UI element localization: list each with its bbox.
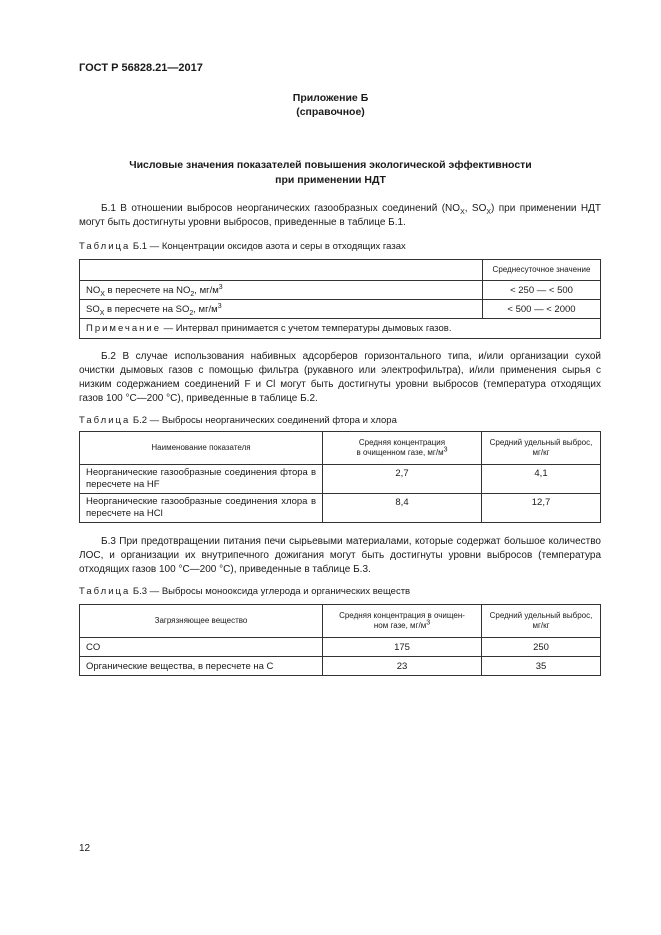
table-note-row bbox=[80, 319, 601, 339]
table-row bbox=[80, 465, 601, 494]
table-b1-note: Примечание — Интервал принимается с учетом температуры дымовых газов. bbox=[80, 319, 601, 339]
hf-specific: 4,1 bbox=[482, 465, 601, 494]
table-b2-header-concentration: Средняя концентрация в очищенном газе, $мг/м^3$ bbox=[323, 432, 482, 465]
table-row bbox=[80, 494, 601, 523]
table-b2-header-specific: Средний удельный выброс, мг/кг bbox=[482, 432, 601, 465]
hcl-specific: 12,7 bbox=[482, 494, 601, 523]
table-row bbox=[80, 638, 601, 657]
table-b3-caption: Таблица Б.3 — Выбросы монооксида углерода и органических веществ bbox=[79, 586, 411, 597]
table-b1-header-daily: Среднесуточное значение bbox=[483, 260, 601, 281]
appendix-subtitle: (справочное) bbox=[296, 106, 365, 118]
page-number: 12 bbox=[79, 843, 91, 854]
table-row bbox=[80, 657, 601, 676]
section-title: Числовые значения показателей повышения экологической эффективности bbox=[129, 159, 532, 171]
table-b3-header-pollutant: Загрязняющее вещество bbox=[80, 605, 323, 638]
table-b2-caption: Таблица Б.2 — Выбросы неорганических соединений фтора и хлора bbox=[79, 415, 397, 426]
table-row bbox=[80, 300, 601, 319]
organics-label: Органические вещества, в пересчете на С bbox=[80, 657, 323, 676]
hf-label: Неорганические газообразные соединения фтора в пересчете на HF bbox=[80, 465, 323, 494]
sox-label: $SO_X$ в пересчете на $SO_2$, $мг/м^3$ bbox=[80, 300, 483, 319]
document-code: ГОСТ Р 56828.21—2017 bbox=[79, 62, 203, 74]
section-title-line2: при применении НДТ bbox=[275, 174, 386, 186]
table-b1 bbox=[79, 259, 601, 339]
hcl-concentration: 8,4 bbox=[323, 494, 482, 523]
organics-concentration: 23 bbox=[323, 657, 482, 676]
table-row bbox=[80, 281, 601, 300]
nox-value: < 250 — < 500 bbox=[483, 281, 601, 300]
paragraph-b1: Б.1 В отношении выбросов неорганических газообразных соединений ($NO_X$, $SO_X$) при применении НДТ могут быть достигнуты уровни выбросов, приведенные в таблице Б.1. bbox=[79, 203, 601, 228]
table-b3 bbox=[79, 604, 601, 676]
paragraph-b2: Б.2 В случае использования набивных адсорберов горизонтального типа, и/или организации сухой очистки дымовых газов с помощью фильтра (рукавного или электрофильтра), и/или применения сырья с низким содержанием соединений F и Cl могут быть достигнуты уровни выбросов (температура отходящих газов 100 °С—200 °С), приведенные в таблице Б.2. bbox=[79, 351, 601, 404]
nox-label: $NO_X$ в пересчете на $NO_2$, $мг/м^3$ bbox=[80, 281, 483, 300]
co-specific: 250 bbox=[482, 638, 601, 657]
hf-concentration: 2,7 bbox=[323, 465, 482, 494]
table-b2-header-name: Наименование показателя bbox=[80, 432, 323, 465]
table-b3-header-specific: Средний удельный выброс, мг/кг bbox=[482, 605, 601, 638]
table-b1-header-empty bbox=[80, 260, 483, 281]
table-b1-caption: Таблица Б.1 — Концентрации оксидов азота и серы в отходящих газах bbox=[79, 241, 406, 252]
table-b2 bbox=[79, 431, 601, 523]
organics-specific: 35 bbox=[482, 657, 601, 676]
table-b3-header-concentration: Средняя концентрация в очищен- ном газе, $мг/м^3$ bbox=[323, 605, 482, 638]
sox-value: < 500 — < 2000 bbox=[483, 300, 601, 319]
hcl-label: Неорганические газообразные соединения хлора в пересчете на HCl bbox=[80, 494, 323, 523]
paragraph-b3: Б.3 При предотвращении питания печи сырьевыми материалами, которые содержат большое количество ЛОС, и организации их внутрипечного дожигания могут быть достигнуты уровни выбросов (температура отходящих газов 100 °С—200 °С), приведенные в таблице Б.3. bbox=[79, 536, 601, 575]
co-label: CO bbox=[80, 638, 323, 657]
co-concentration: 175 bbox=[323, 638, 482, 657]
appendix-title: Приложение Б bbox=[292, 92, 369, 104]
